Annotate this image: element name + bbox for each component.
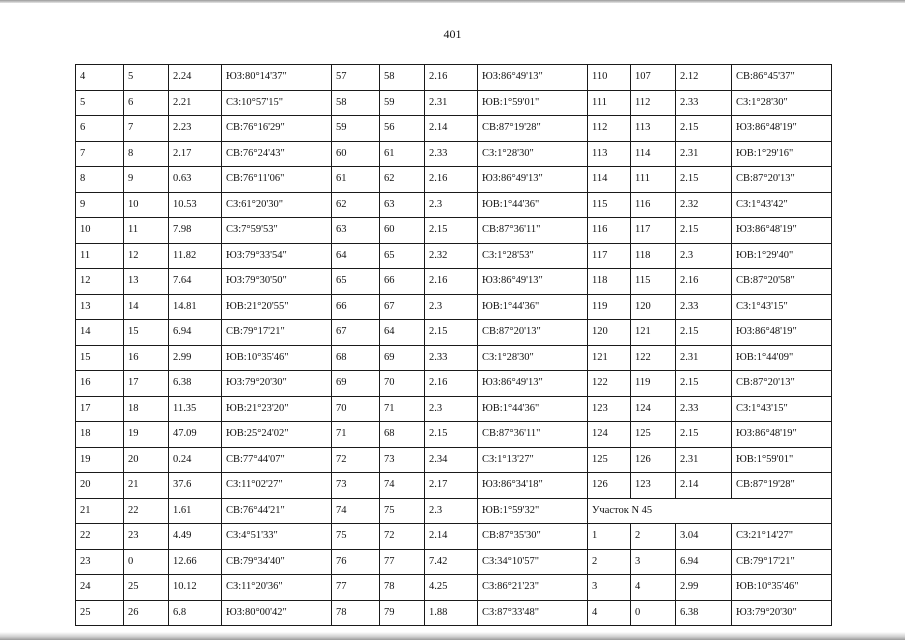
from-point-cell: 60 — [332, 141, 380, 167]
to-point-cell: 59 — [380, 90, 425, 116]
to-point-cell: 60 — [380, 218, 425, 244]
length-cell: 6.38 — [676, 600, 732, 626]
bearing-cell: СЗ:21°14'27" — [732, 524, 832, 550]
length-cell: 2.23 — [169, 116, 222, 142]
bearing-cell: ЮВ:25°24'02" — [222, 422, 332, 448]
length-cell: 14.81 — [169, 294, 222, 320]
length-cell: 2.12 — [676, 65, 732, 91]
from-point-cell: 5 — [76, 90, 124, 116]
bearing-cell: ЮВ:1°44'36" — [478, 396, 588, 422]
table-row — [76, 396, 832, 422]
bearing-cell: ЮВ:1°44'09" — [732, 345, 832, 371]
from-point-cell: 4 — [588, 600, 631, 626]
to-point-cell: 72 — [380, 524, 425, 550]
bearing-cell: ЮВ:1°59'01" — [478, 90, 588, 116]
length-cell: 2.31 — [425, 90, 478, 116]
from-point-cell: 57 — [332, 65, 380, 91]
to-point-cell: 79 — [380, 600, 425, 626]
from-point-cell: 124 — [588, 422, 631, 448]
length-cell: 10.12 — [169, 575, 222, 601]
bearing-cell: ЮВ:1°59'01" — [732, 447, 832, 473]
bearing-cell: СВ:87°20'13" — [732, 371, 832, 397]
bearing-cell: СЗ:1°13'27" — [478, 447, 588, 473]
to-point-cell: 119 — [631, 371, 676, 397]
length-cell: 1.88 — [425, 600, 478, 626]
bearing-cell: ЮВ:21°20'55" — [222, 294, 332, 320]
length-cell: 2.31 — [676, 345, 732, 371]
length-cell: 2.3 — [676, 243, 732, 269]
from-point-cell: 67 — [332, 320, 380, 346]
to-point-cell: 19 — [124, 422, 169, 448]
from-point-cell: 78 — [332, 600, 380, 626]
bearing-cell: ЮВ:1°29'40" — [732, 243, 832, 269]
bearing-cell: ЮЗ:86°48'19" — [732, 422, 832, 448]
length-cell: 2.3 — [425, 396, 478, 422]
length-cell: 2.34 — [425, 447, 478, 473]
bearing-cell: СЗ:1°28'30" — [478, 345, 588, 371]
from-point-cell: 123 — [588, 396, 631, 422]
table-row — [76, 447, 832, 473]
bearing-cell: ЮЗ:86°48'19" — [732, 116, 832, 142]
to-point-cell: 22 — [124, 498, 169, 524]
from-point-cell: 77 — [332, 575, 380, 601]
to-point-cell: 14 — [124, 294, 169, 320]
length-cell: 2.14 — [425, 524, 478, 550]
length-cell: 2.15 — [676, 167, 732, 193]
table-row — [76, 371, 832, 397]
table-row — [76, 192, 832, 218]
from-point-cell: 117 — [588, 243, 631, 269]
bearing-cell: СВ:87°36'11" — [478, 218, 588, 244]
bearing-cell: СВ:76°11'06" — [222, 167, 332, 193]
length-cell: 7.42 — [425, 549, 478, 575]
to-point-cell: 5 — [124, 65, 169, 91]
from-point-cell: 74 — [332, 498, 380, 524]
from-point-cell: 121 — [588, 345, 631, 371]
bearing-cell: СЗ:1°28'53" — [478, 243, 588, 269]
to-point-cell: 126 — [631, 447, 676, 473]
from-point-cell: 111 — [588, 90, 631, 116]
from-point-cell: 4 — [76, 65, 124, 91]
bearing-cell: ЮВ:21°23'20" — [222, 396, 332, 422]
bearing-cell: ЮВ:10°35'46" — [732, 575, 832, 601]
bearing-cell: СЗ:1°28'30" — [732, 90, 832, 116]
length-cell: 2.31 — [676, 447, 732, 473]
bearing-cell: ЮВ:1°44'36" — [478, 294, 588, 320]
bearing-cell: ЮЗ:79°33'54" — [222, 243, 332, 269]
bearing-cell: СВ:79°17'21" — [732, 549, 832, 575]
to-point-cell: 56 — [380, 116, 425, 142]
bearing-cell: ЮЗ:86°49'13" — [478, 167, 588, 193]
from-point-cell: 66 — [332, 294, 380, 320]
to-point-cell: 78 — [380, 575, 425, 601]
from-point-cell: 8 — [76, 167, 124, 193]
length-cell: 2.33 — [676, 294, 732, 320]
bearing-cell: СВ:87°19'28" — [478, 116, 588, 142]
to-point-cell: 111 — [631, 167, 676, 193]
length-cell: 1.61 — [169, 498, 222, 524]
length-cell: 2.31 — [676, 141, 732, 167]
bearing-cell: СВ:79°17'21" — [222, 320, 332, 346]
length-cell: 47.09 — [169, 422, 222, 448]
to-point-cell: 4 — [631, 575, 676, 601]
table-row — [76, 65, 832, 91]
from-point-cell: 24 — [76, 575, 124, 601]
to-point-cell: 9 — [124, 167, 169, 193]
bearing-cell: СВ:87°19'28" — [732, 473, 832, 499]
table-row — [76, 498, 832, 524]
from-point-cell: 122 — [588, 371, 631, 397]
bearing-cell: СЗ:1°43'15" — [732, 294, 832, 320]
bearing-cell: СЗ:86°21'23" — [478, 575, 588, 601]
table-row — [76, 218, 832, 244]
from-point-cell: 73 — [332, 473, 380, 499]
length-cell: 2.3 — [425, 498, 478, 524]
bearing-cell: СЗ:11°02'27" — [222, 473, 332, 499]
from-point-cell: 116 — [588, 218, 631, 244]
from-point-cell: 72 — [332, 447, 380, 473]
from-point-cell: 21 — [76, 498, 124, 524]
to-point-cell: 12 — [124, 243, 169, 269]
from-point-cell: 118 — [588, 269, 631, 295]
length-cell: 7.98 — [169, 218, 222, 244]
length-cell: 2.15 — [425, 218, 478, 244]
to-point-cell: 23 — [124, 524, 169, 550]
bearing-cell: СВ:87°35'30" — [478, 524, 588, 550]
table-row — [76, 269, 832, 295]
coordinates-table — [75, 64, 832, 626]
length-cell: 2.16 — [425, 371, 478, 397]
bearing-cell: СВ:87°20'13" — [732, 167, 832, 193]
length-cell: 2.21 — [169, 90, 222, 116]
bearing-cell: СВ:87°20'13" — [478, 320, 588, 346]
to-point-cell: 16 — [124, 345, 169, 371]
length-cell: 6.94 — [169, 320, 222, 346]
to-point-cell: 66 — [380, 269, 425, 295]
from-point-cell: 13 — [76, 294, 124, 320]
from-point-cell: 15 — [76, 345, 124, 371]
to-point-cell: 117 — [631, 218, 676, 244]
length-cell: 2.16 — [425, 269, 478, 295]
table-row — [76, 116, 832, 142]
to-point-cell: 63 — [380, 192, 425, 218]
to-point-cell: 114 — [631, 141, 676, 167]
from-point-cell: 113 — [588, 141, 631, 167]
to-point-cell: 75 — [380, 498, 425, 524]
to-point-cell: 0 — [124, 549, 169, 575]
length-cell: 2.15 — [425, 320, 478, 346]
bearing-cell: ЮЗ:79°30'50" — [222, 269, 332, 295]
to-point-cell: 77 — [380, 549, 425, 575]
length-cell: 12.66 — [169, 549, 222, 575]
length-cell: 6.94 — [676, 549, 732, 575]
bearing-cell: ЮЗ:79°20'30" — [222, 371, 332, 397]
to-point-cell: 73 — [380, 447, 425, 473]
bearing-cell: СВ:76°24'43" — [222, 141, 332, 167]
to-point-cell: 3 — [631, 549, 676, 575]
bearing-cell: ЮЗ:86°49'13" — [478, 371, 588, 397]
from-point-cell: 112 — [588, 116, 631, 142]
length-cell: 2.24 — [169, 65, 222, 91]
table-row — [76, 422, 832, 448]
to-point-cell: 115 — [631, 269, 676, 295]
from-point-cell: 126 — [588, 473, 631, 499]
length-cell: 11.35 — [169, 396, 222, 422]
length-cell: 2.15 — [676, 422, 732, 448]
length-cell: 2.16 — [425, 167, 478, 193]
bearing-cell: СЗ:1°43'15" — [732, 396, 832, 422]
from-point-cell: 19 — [76, 447, 124, 473]
length-cell: 2.14 — [676, 473, 732, 499]
table-row — [76, 167, 832, 193]
length-cell: 2.99 — [676, 575, 732, 601]
bearing-cell: СЗ:1°28'30" — [478, 141, 588, 167]
length-cell: 7.64 — [169, 269, 222, 295]
length-cell: 2.17 — [425, 473, 478, 499]
bearing-cell: ЮЗ:80°00'42" — [222, 600, 332, 626]
bearing-cell: СЗ:10°57'15" — [222, 90, 332, 116]
to-point-cell: 118 — [631, 243, 676, 269]
from-point-cell: 20 — [76, 473, 124, 499]
from-point-cell: 68 — [332, 345, 380, 371]
to-point-cell: 68 — [380, 422, 425, 448]
length-cell: 3.04 — [676, 524, 732, 550]
bearing-cell: СВ:79°34'40" — [222, 549, 332, 575]
length-cell: 37.6 — [169, 473, 222, 499]
from-point-cell: 76 — [332, 549, 380, 575]
from-point-cell: 110 — [588, 65, 631, 91]
scan-edge-bottom — [0, 632, 905, 640]
from-point-cell: 6 — [76, 116, 124, 142]
to-point-cell: 120 — [631, 294, 676, 320]
from-point-cell: 61 — [332, 167, 380, 193]
to-point-cell: 67 — [380, 294, 425, 320]
to-point-cell: 65 — [380, 243, 425, 269]
table-row — [76, 294, 832, 320]
table-row — [76, 345, 832, 371]
length-cell: 2.3 — [425, 294, 478, 320]
table-row — [76, 524, 832, 550]
to-point-cell: 71 — [380, 396, 425, 422]
length-cell: 6.38 — [169, 371, 222, 397]
to-point-cell: 125 — [631, 422, 676, 448]
length-cell: 2.33 — [425, 141, 478, 167]
bearing-cell: ЮВ:1°29'16" — [732, 141, 832, 167]
bearing-cell: ЮВ:1°59'32" — [478, 498, 588, 524]
bearing-cell: ЮВ:1°44'36" — [478, 192, 588, 218]
to-point-cell: 17 — [124, 371, 169, 397]
from-point-cell: 125 — [588, 447, 631, 473]
length-cell: 2.33 — [425, 345, 478, 371]
to-point-cell: 2 — [631, 524, 676, 550]
length-cell: 2.15 — [425, 422, 478, 448]
table-row — [76, 320, 832, 346]
table-row — [76, 549, 832, 575]
to-point-cell: 8 — [124, 141, 169, 167]
from-point-cell: 3 — [588, 575, 631, 601]
to-point-cell: 20 — [124, 447, 169, 473]
bearing-cell: СЗ:1°43'42" — [732, 192, 832, 218]
to-point-cell: 10 — [124, 192, 169, 218]
bearing-cell: ЮЗ:86°48'19" — [732, 320, 832, 346]
length-cell: 4.49 — [169, 524, 222, 550]
length-cell: 2.16 — [676, 269, 732, 295]
to-point-cell: 18 — [124, 396, 169, 422]
from-point-cell: 10 — [76, 218, 124, 244]
to-point-cell: 6 — [124, 90, 169, 116]
to-point-cell: 124 — [631, 396, 676, 422]
from-point-cell: 18 — [76, 422, 124, 448]
from-point-cell: 119 — [588, 294, 631, 320]
from-point-cell: 64 — [332, 243, 380, 269]
bearing-cell: ЮЗ:86°48'19" — [732, 218, 832, 244]
length-cell: 2.17 — [169, 141, 222, 167]
from-point-cell: 65 — [332, 269, 380, 295]
to-point-cell: 0 — [631, 600, 676, 626]
bearing-cell: ЮЗ:79°20'30" — [732, 600, 832, 626]
length-cell: 2.32 — [676, 192, 732, 218]
from-point-cell: 62 — [332, 192, 380, 218]
bearing-cell: СЗ:7°59'53" — [222, 218, 332, 244]
to-point-cell: 15 — [124, 320, 169, 346]
to-point-cell: 121 — [631, 320, 676, 346]
bearing-cell: СВ:87°36'11" — [478, 422, 588, 448]
length-cell: 10.53 — [169, 192, 222, 218]
section-heading-cell: Участок N 45 — [588, 498, 832, 524]
to-point-cell: 123 — [631, 473, 676, 499]
bearing-cell: ЮВ:10°35'46" — [222, 345, 332, 371]
length-cell: 2.99 — [169, 345, 222, 371]
from-point-cell: 69 — [332, 371, 380, 397]
table-row — [76, 243, 832, 269]
to-point-cell: 13 — [124, 269, 169, 295]
to-point-cell: 69 — [380, 345, 425, 371]
from-point-cell: 22 — [76, 524, 124, 550]
from-point-cell: 17 — [76, 396, 124, 422]
to-point-cell: 26 — [124, 600, 169, 626]
to-point-cell: 113 — [631, 116, 676, 142]
from-point-cell: 16 — [76, 371, 124, 397]
bearing-cell: ЮЗ:86°34'18" — [478, 473, 588, 499]
to-point-cell: 70 — [380, 371, 425, 397]
to-point-cell: 116 — [631, 192, 676, 218]
from-point-cell: 25 — [76, 600, 124, 626]
from-point-cell: 23 — [76, 549, 124, 575]
bearing-cell: СЗ:4°51'33" — [222, 524, 332, 550]
length-cell: 2.32 — [425, 243, 478, 269]
bearing-cell: СЗ:34°10'57" — [478, 549, 588, 575]
length-cell: 2.15 — [676, 320, 732, 346]
from-point-cell: 12 — [76, 269, 124, 295]
from-point-cell: 7 — [76, 141, 124, 167]
length-cell: 2.15 — [676, 116, 732, 142]
from-point-cell: 70 — [332, 396, 380, 422]
bearing-cell: СВ:76°16'29" — [222, 116, 332, 142]
from-point-cell: 11 — [76, 243, 124, 269]
bearing-cell: СЗ:61°20'30" — [222, 192, 332, 218]
bearing-cell: ЮЗ:86°49'13" — [478, 269, 588, 295]
bearing-cell: СЗ:11°20'36" — [222, 575, 332, 601]
length-cell: 2.14 — [425, 116, 478, 142]
length-cell: 2.33 — [676, 396, 732, 422]
to-point-cell: 112 — [631, 90, 676, 116]
to-point-cell: 58 — [380, 65, 425, 91]
from-point-cell: 75 — [332, 524, 380, 550]
table-body — [76, 65, 832, 626]
from-point-cell: 59 — [332, 116, 380, 142]
from-point-cell: 71 — [332, 422, 380, 448]
length-cell: 6.8 — [169, 600, 222, 626]
length-cell: 0.63 — [169, 167, 222, 193]
bearing-cell: СВ:86°45'37" — [732, 65, 832, 91]
from-point-cell: 9 — [76, 192, 124, 218]
from-point-cell: 58 — [332, 90, 380, 116]
to-point-cell: 61 — [380, 141, 425, 167]
table-row — [76, 141, 832, 167]
length-cell: 2.33 — [676, 90, 732, 116]
bearing-cell: СВ:87°20'58" — [732, 269, 832, 295]
to-point-cell: 74 — [380, 473, 425, 499]
to-point-cell: 25 — [124, 575, 169, 601]
length-cell: 11.82 — [169, 243, 222, 269]
bearing-cell: СЗ:87°33'48" — [478, 600, 588, 626]
page-number: 401 — [443, 27, 462, 41]
bearing-cell: ЮЗ:86°49'13" — [478, 65, 588, 91]
table-row — [76, 473, 832, 499]
table-row — [76, 90, 832, 116]
to-point-cell: 107 — [631, 65, 676, 91]
from-point-cell: 120 — [588, 320, 631, 346]
from-point-cell: 114 — [588, 167, 631, 193]
to-point-cell: 62 — [380, 167, 425, 193]
to-point-cell: 21 — [124, 473, 169, 499]
to-point-cell: 7 — [124, 116, 169, 142]
length-cell: 2.3 — [425, 192, 478, 218]
length-cell: 4.25 — [425, 575, 478, 601]
bearing-cell: СВ:77°44'07" — [222, 447, 332, 473]
from-point-cell: 2 — [588, 549, 631, 575]
scan-edge-top — [0, 0, 905, 3]
from-point-cell: 115 — [588, 192, 631, 218]
length-cell: 2.16 — [425, 65, 478, 91]
table-row — [76, 575, 832, 601]
length-cell: 0.24 — [169, 447, 222, 473]
to-point-cell: 11 — [124, 218, 169, 244]
length-cell: 2.15 — [676, 218, 732, 244]
table-row — [76, 600, 832, 626]
to-point-cell: 122 — [631, 345, 676, 371]
length-cell: 2.15 — [676, 371, 732, 397]
to-point-cell: 64 — [380, 320, 425, 346]
from-point-cell: 14 — [76, 320, 124, 346]
bearing-cell: СВ:76°44'21" — [222, 498, 332, 524]
from-point-cell: 1 — [588, 524, 631, 550]
bearing-cell: ЮЗ:80°14'37" — [222, 65, 332, 91]
from-point-cell: 63 — [332, 218, 380, 244]
